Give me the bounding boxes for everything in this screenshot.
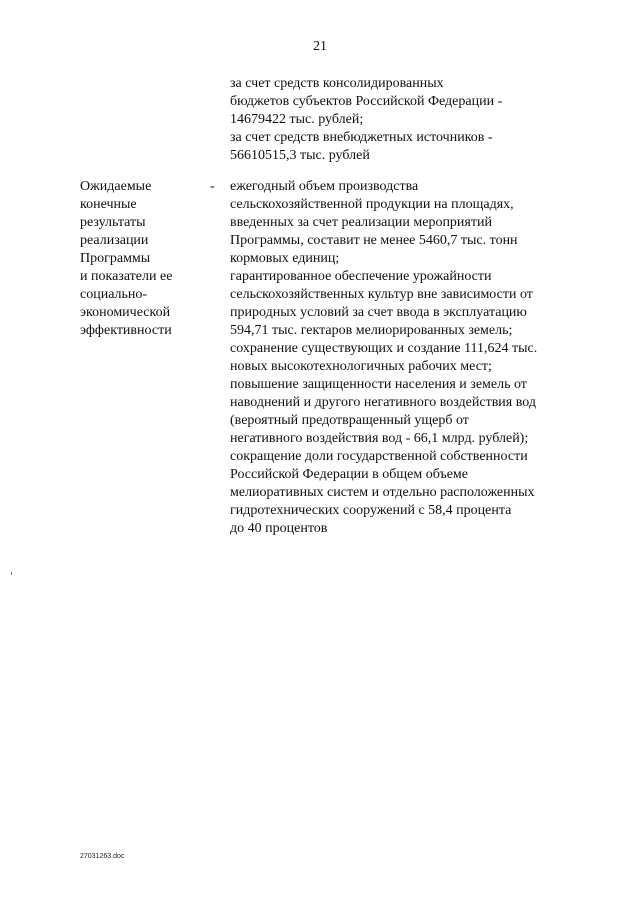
indicator-label-line: и показатели ее [80, 269, 173, 284]
indicator-label-line: Программы [80, 251, 151, 266]
indicator-label-line: реализации [80, 233, 149, 248]
result-line: сохранение существующих и создание 111,624 тыс. [230, 341, 538, 356]
funding-line: 56610515,3 тыс. рублей [230, 148, 370, 163]
expected-results [230, 178, 610, 538]
result-line: введенных за счет реализации мероприятий [230, 215, 492, 230]
result-line: новых высокотехнологичных рабочих мест; [230, 359, 492, 374]
funding-line: бюджетов субъектов Российской Федерации - [230, 94, 503, 109]
result-line: сельскохозяйственных культур вне зависимости от [230, 287, 533, 302]
indicator-label [80, 178, 200, 340]
result-line: гарантированное обеспечение урожайности [230, 269, 492, 284]
indicator-label-line: эффективности [80, 323, 172, 338]
footer-doc-code: 27031263.doc [80, 853, 125, 860]
result-line: 594,71 тыс. гектаров мелиорированных земель; [230, 323, 513, 338]
result-line: до 40 процентов [230, 521, 328, 536]
result-line: кормовых единиц; [230, 251, 340, 266]
result-line: Российской Федерации в общем объеме [230, 467, 468, 482]
funding-line: 14679422 тыс. рублей; [230, 112, 364, 127]
page-number: 21 [313, 39, 327, 54]
indicator-label-line: Ожидаемые [80, 179, 152, 194]
indicator-label-line: социально- [80, 287, 148, 302]
funding-line: за счет средств внебюджетных источников - [230, 130, 493, 145]
scan-artifact-mark [11, 572, 12, 575]
indicator-label-line: экономической [80, 305, 171, 320]
result-line: негативного воздействия вод - 66,1 млрд. рублей); [230, 431, 529, 446]
result-line: (вероятный предотвращенный ущерб от [230, 413, 469, 428]
funding-line: за счет средств консолидированных [230, 76, 444, 91]
result-line: ежегодный объем производства [230, 179, 419, 194]
result-line: сокращение доли государственной собственности [230, 449, 528, 464]
result-line: наводнений и другого негативного воздействия вод [230, 395, 536, 410]
label-separator-dash: - [210, 179, 215, 194]
result-line: повышение защищенности населения и земель от [230, 377, 527, 392]
result-line: сельскохозяйственной продукции на площадях, [230, 197, 514, 212]
result-line: гидротехнических сооружений с 58,4 процента [230, 503, 512, 518]
funding-sources [230, 75, 610, 165]
result-line: мелиоративных систем и отдельно расположенных [230, 485, 535, 500]
indicator-label-line: конечные [80, 197, 137, 212]
indicator-label-line: результаты [80, 215, 146, 230]
result-line: Программы, составит не менее 5460,7 тыс. тонн [230, 233, 518, 248]
result-line: природных условий за счет ввода в эксплуатацию [230, 305, 527, 320]
